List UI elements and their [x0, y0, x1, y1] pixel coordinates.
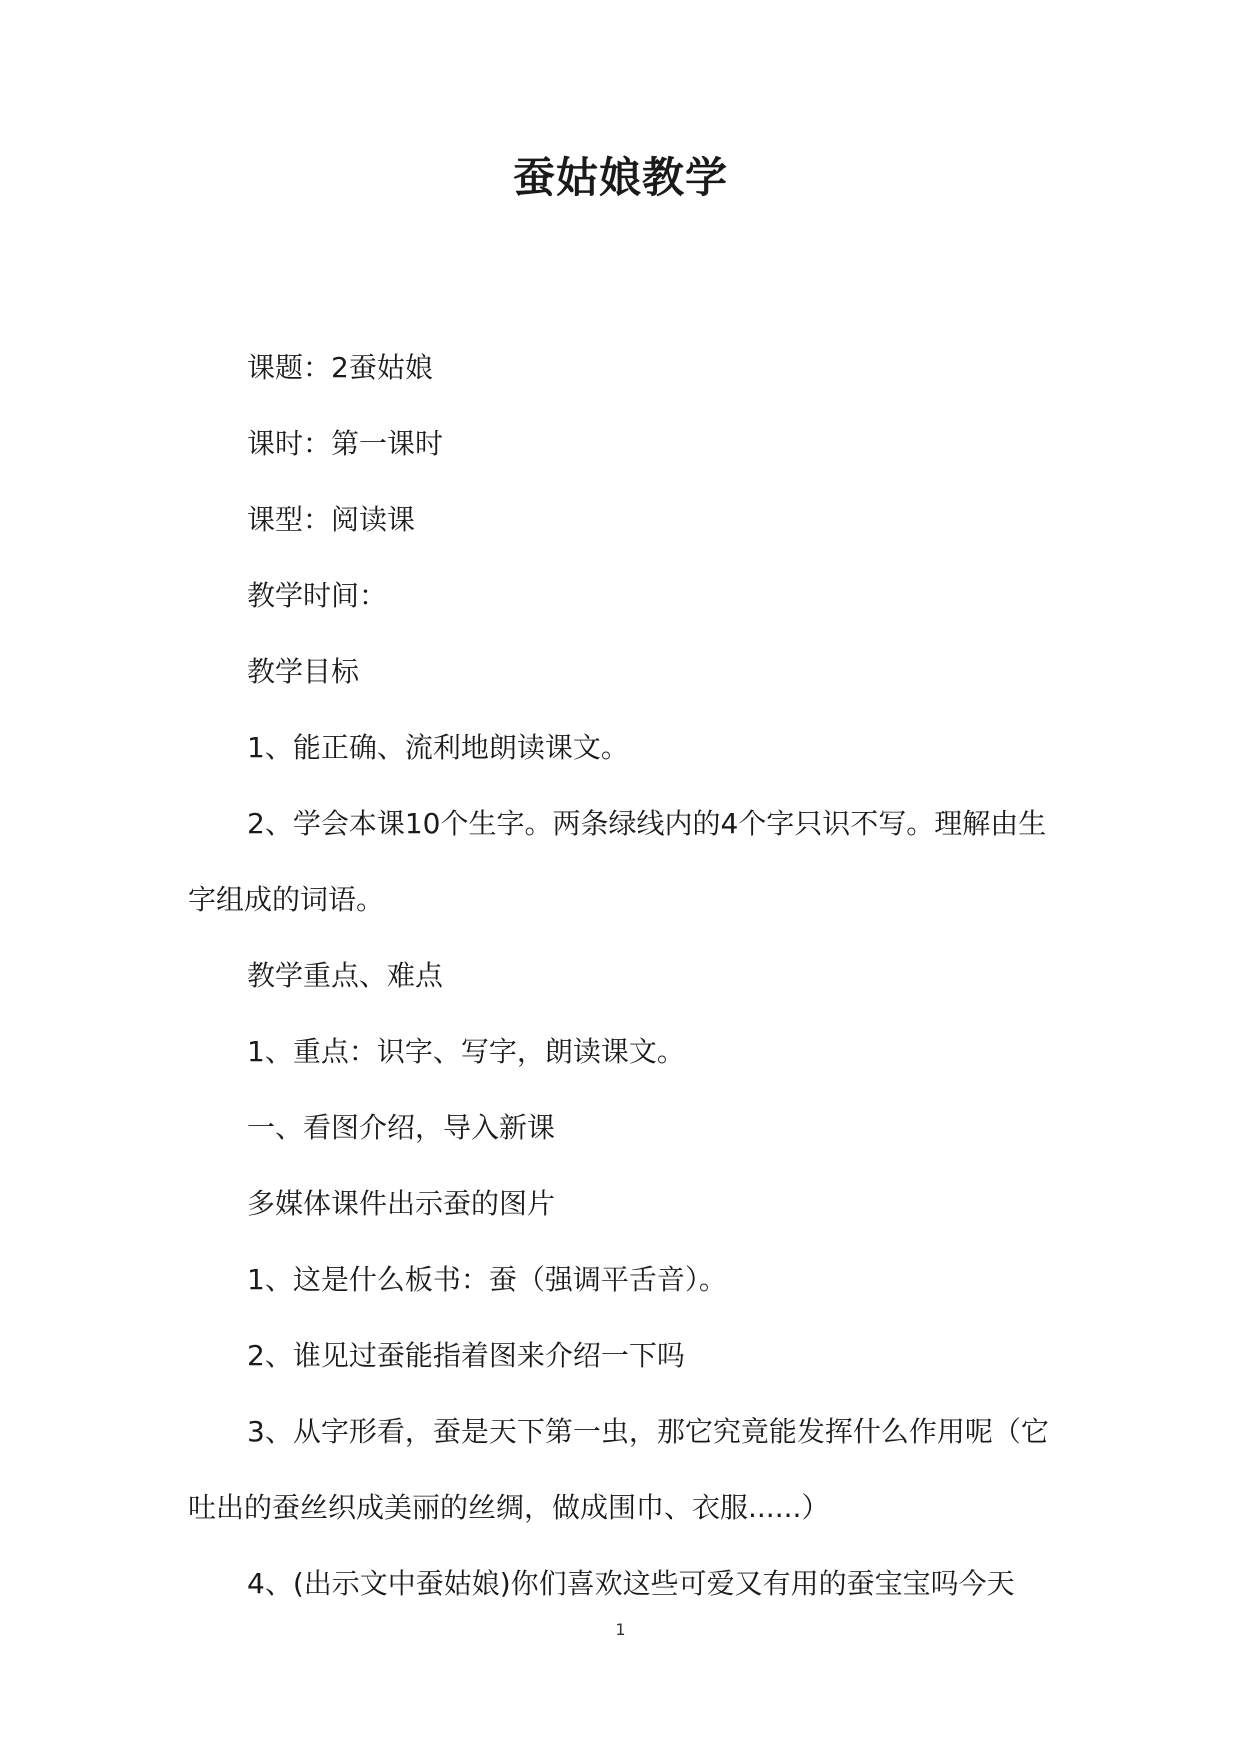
paragraph-step-3: 3、从字形看，蚕是天下第一虫，那它究竟能发挥什么作用呢（它吐出的蚕丝织成美丽的丝绸，做成围巾、衣服......） — [188, 1415, 1049, 1524]
paragraph-section-1-heading: 一、看图介绍，导入新课 — [247, 1111, 556, 1144]
paragraph-key-point-1: 1、重点：识字、写字，朗读课文。 — [247, 1035, 685, 1068]
paragraph-topic: 课题：2蚕姑娘 — [247, 351, 433, 384]
paragraph-objectives-heading: 教学目标 — [247, 655, 360, 688]
paragraph-step-2: 2、谁见过蚕能指着图来介绍一下吗 — [247, 1339, 685, 1372]
paragraph-objective-1: 1、能正确、流利地朗读课文。 — [247, 731, 629, 764]
paragraph-multimedia: 多媒体课件出示蚕的图片 — [247, 1187, 556, 1220]
document-body — [188, 330, 1050, 1622]
paragraph-key-points-heading: 教学重点、难点 — [247, 959, 444, 992]
paragraph-objective-2: 2、学会本课10个生字。两条绿线内的4个字只识不写。理解由生字组成的词语。 — [188, 807, 1047, 916]
paragraph-lesson-type: 课型：阅读课 — [247, 503, 416, 536]
paragraph-teaching-time: 教学时间： — [247, 579, 388, 612]
paragraph-step-1: 1、这是什么板书：蚕（强调平舌音）。 — [247, 1263, 727, 1296]
page-number: 1 — [615, 1620, 626, 1639]
paragraph-lesson-period: 课时：第一课时 — [247, 427, 444, 460]
document-title: 蚕姑娘教学 — [512, 153, 728, 202]
paragraph-step-4: 4、(出示文中蚕姑娘)你们喜欢这些可爱又有用的蚕宝宝吗今天 — [247, 1567, 1015, 1600]
